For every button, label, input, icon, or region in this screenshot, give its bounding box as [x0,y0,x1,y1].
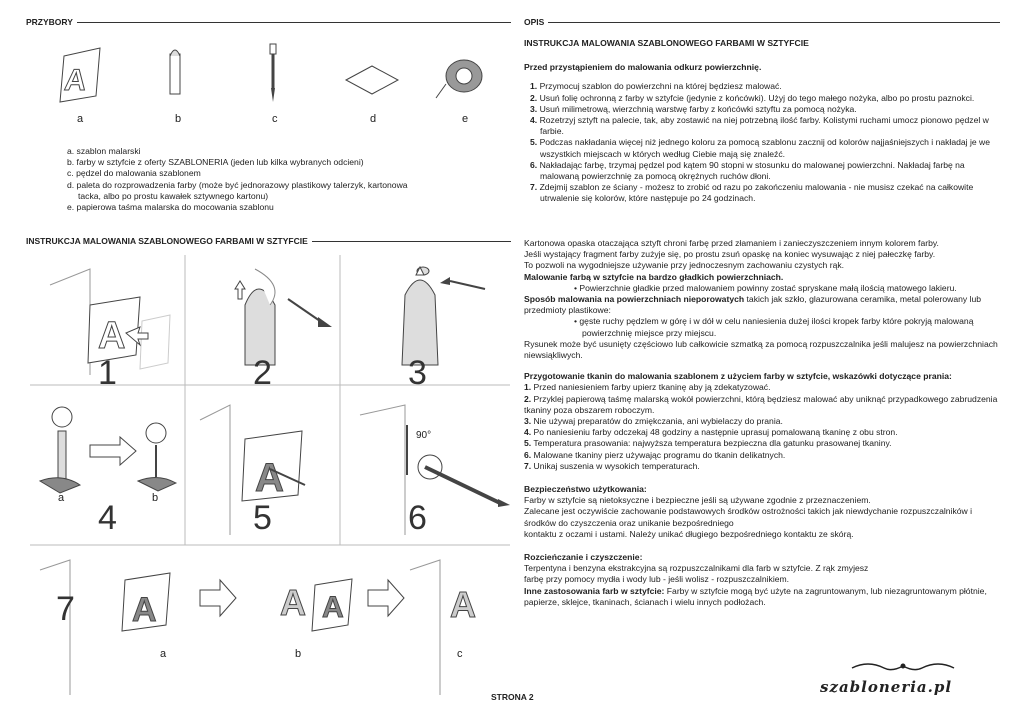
tape-icon [436,60,482,98]
svg-text:A: A [255,456,284,500]
step7-label-a: a [160,648,167,660]
safety-line: Zalecane jest oczywiście zachowanie podstawowych środków ostrożności takich jak niewdychanie rozpuszczalników i środków do czyszczenia oraz unikanie bezpośredniego [524,506,973,528]
tool-list-item: c. pędzel do malowania szablonem [67,168,201,179]
svg-text:A: A [322,591,344,624]
step7-illustration [40,560,476,695]
step4-label-b: b [152,492,159,504]
steps-list [524,81,1000,204]
step-item: 6. Nakładając farbę, trzymaj pędzel pod kątem 90 stopni w stosunku do malowanej powierzchni. Nakładaj farbę na malowaną powierzchnię za pomocą okrężnych ruchów dłoni. [530,159,965,182]
safety-line: kontaktu z oczami i ustami. Należy unikać długiego bezpośredniego kontaktu ze skórą. [524,528,854,539]
solvents-line: farbę przy pomocy mydła i wody lub - jeśli wolisz - rozpuszczalnikiem. [524,574,790,585]
svg-text:A: A [132,591,157,629]
step-number-2: 2 [253,354,272,392]
nonporous-paragraph: Sposób malowania na powierzchniach nieporowatych takich jak szkło, glazurowana ceramika, metal polerowany lub przedmioty plastikowe: [524,294,982,316]
tool-label-c: c [272,113,278,125]
step-item: 7. Zdejmij szablon ze ściany - możesz to zrobić od razu po zakończeniu malowania - nie musisz czekać na całkowite utrwalenie się kolorów, które następuje po 24 godzinach. [530,182,974,204]
stencil-icon [60,48,100,102]
safety-line: Farby w sztyfcie są nietoksyczne i bezpieczne jeśli są używane zgodnie z przeznaczeniem. [524,495,871,506]
step-number-3: 3 [408,354,427,392]
tools-illustrations [56,48,506,108]
fabric-step: 1. Przed naniesieniem farby upierz tkaninę aby ją zdekatyzować. [524,382,771,393]
fabric-step: 3. Nie używaj preparatów do zmiękczania, ani wybielaczy do prania. [524,416,783,427]
paint-stick-icon [170,50,180,94]
step-number-1: 1 [98,354,117,392]
tool-label-a: a [77,113,84,125]
logo: szabloneria.pl [820,678,953,696]
svg-text:A: A [280,582,306,623]
tool-list-item: tacka, albo po prostu kawałek sztywnego kartonu) [78,190,269,201]
tool-label-d: d [370,113,377,125]
description-column [524,38,1000,205]
description-title: INSTRUKCJA MALOWANIA SZABLONOWEGO FARBAMI W SZTYFCIE [524,38,809,48]
step4-illustration [40,407,176,493]
step-item: 3. Usuń milimetrową, wierzchnią warstwę farby z końcówki sztyftu za pomocą nożyka. [530,103,857,114]
nonporous-bullet: • gęste ruchy pędzlem w górę i w dół w celu naniesienia dużej ilości kropek farby które pokryją malowaną powierzchnię miejsce przy miejscu. [574,316,974,338]
wrap-text: To pozwoli na wygodniejsze używanie przy jednoczesnym zachowaniu czystych rąk. [524,260,845,271]
tool-label-b: b [175,113,182,125]
fabric-step: 5. Temperatura prasowania: najwyższa temperatura bezpieczna dla gatunku prasowanej tkaniny. [524,438,892,449]
safety-title: Bezpieczeństwo użytkowania: [524,484,647,495]
tool-list-item: d. paleta do rozprowadzenia farby (może być jednorazowy plastikowy talerzyk, kartonowa [67,179,408,190]
tool-label-e: e [462,113,469,125]
logo-ornament-icon [848,660,958,674]
step-item: 1. Przymocuj szablon do powierzchni na której będziesz malować. [530,81,782,92]
tools-header: PRZYBORY [26,17,511,27]
steps-grid [30,255,510,700]
step-item: 4. Rozetrzyj sztyft na palecie, tak, aby zostawić na niej potrzebną ilość farby. Kolistymi ruchami umocz pionowo pędzel w farbie. [530,115,989,137]
brush-icon [270,44,276,102]
step-number-5: 5 [253,499,272,537]
smooth-bullet: • Powierzchnie gładkie przed malowaniem powinny zostać spryskane małą ilością matowego lakieru. [574,282,957,293]
tool-list-item: e. papierowa taśma malarska do mocowania szablonu [67,202,274,213]
step-item: 5. Podczas nakładania więcej niż jednego koloru za pomocą szablonu zacznij od kolorów najjaśniejszych i nakładaj je we wszystkich miejscach w których według Ciebie mają się znaleźć. [530,137,991,159]
step6-angle-label: 90° [416,430,432,441]
palette-icon [346,66,398,94]
tool-list-item: b. farby w sztyfcie z oferty SZABLONERIA (jeden lub kilka wybranych odcieni) [67,157,364,168]
step7-label-b: b [295,648,302,660]
solvents-line: Terpentyna i benzyna ekstrakcyjna są rozpuszczalnikami dla farb w sztyfcie. Z rąk zmyjesz [524,563,869,574]
svg-text:A: A [62,64,88,97]
wrap-text: Kartonowa opaska otaczająca sztyft chroni farbę przed złamaniem i zanieczyszczeniem innym kolorem farby. [524,238,939,248]
step-number-7: 7 [56,590,75,628]
step2-illustration [235,269,332,365]
tool-list-item: a. szablon malarski [67,146,141,156]
fabric-title: Przygotowanie tkanin do malowania szablonem z użyciem farby w sztyfcie, wskazówki dotyczące prania: [524,371,952,382]
notes-column [524,238,1000,608]
fabric-step: 6. Malowane tkaniny pierz używając programu do tkanin delikatnych. [524,449,786,460]
instructions-header: INSTRUKCJA MALOWANIA SZABLONOWEGO FARBAMI W SZTYFCIE [26,236,511,246]
step-number-4: 4 [98,499,117,537]
step6-illustration [360,405,510,535]
page-label: STRONA 2 [491,692,534,702]
smooth-title: Malowanie farbą w sztyfcie na bardzo gładkich powierzchniach. [524,271,784,282]
svg-text:A: A [450,584,476,625]
step3-illustration [402,267,485,365]
fabric-step: 4. Po naniesieniu farby odczekaj 48 godziny a następnie uprasuj pomalowaną tkaninę z obu stron. [524,427,898,438]
nonporous-note: Rysunek może być usunięty częściowo lub całkowicie szmatką za pomocą rozpuszczalnika jeśli malujesz na powierzchniach niewsiąkliwych. [524,338,998,361]
svg-text:A: A [98,315,126,357]
other-uses-paragraph: Inne zastosowania farb w sztyfcie: Farby w sztyfcie mogą być użyte na zagruntowanym, lub niezagruntowanym płótnie, papierze, sklejce, tkaninach, ścianach i wielu innych podłożach. [524,585,987,607]
step-number-6: 6 [408,499,427,537]
step7-label-c: c [457,648,463,660]
fabric-step: 7. Unikaj suszenia w wysokich temperaturach. [524,460,700,471]
fabric-step: 2. Przyklej papierową taśmę malarską wokół powierzchni, którą będziesz malować aby uniknąć przypadkowego zabrudzenia tkaniny poza obszarem roboczym. [524,393,998,415]
step4-label-a: a [58,492,65,504]
intro-text: Przed przystąpieniem do malowania odkurz powierzchnię. [524,62,762,73]
wrap-text: Jeśli wystający fragment farby zużyje się, po prostu zsuń opaskę na koniec wysuwając z niej pałeczkę farby. [524,249,936,260]
tools-list [67,146,507,213]
opis-header: OPIS [524,17,1000,27]
solvents-title: Rozcieńczanie i czyszczenie: [524,552,643,563]
step-item: 2. Usuń folię ochronną z farby w sztyfcie (jedynie z końcówki). Użyj do tego małego nożyka, albo po prostu paznokci. [530,92,975,103]
